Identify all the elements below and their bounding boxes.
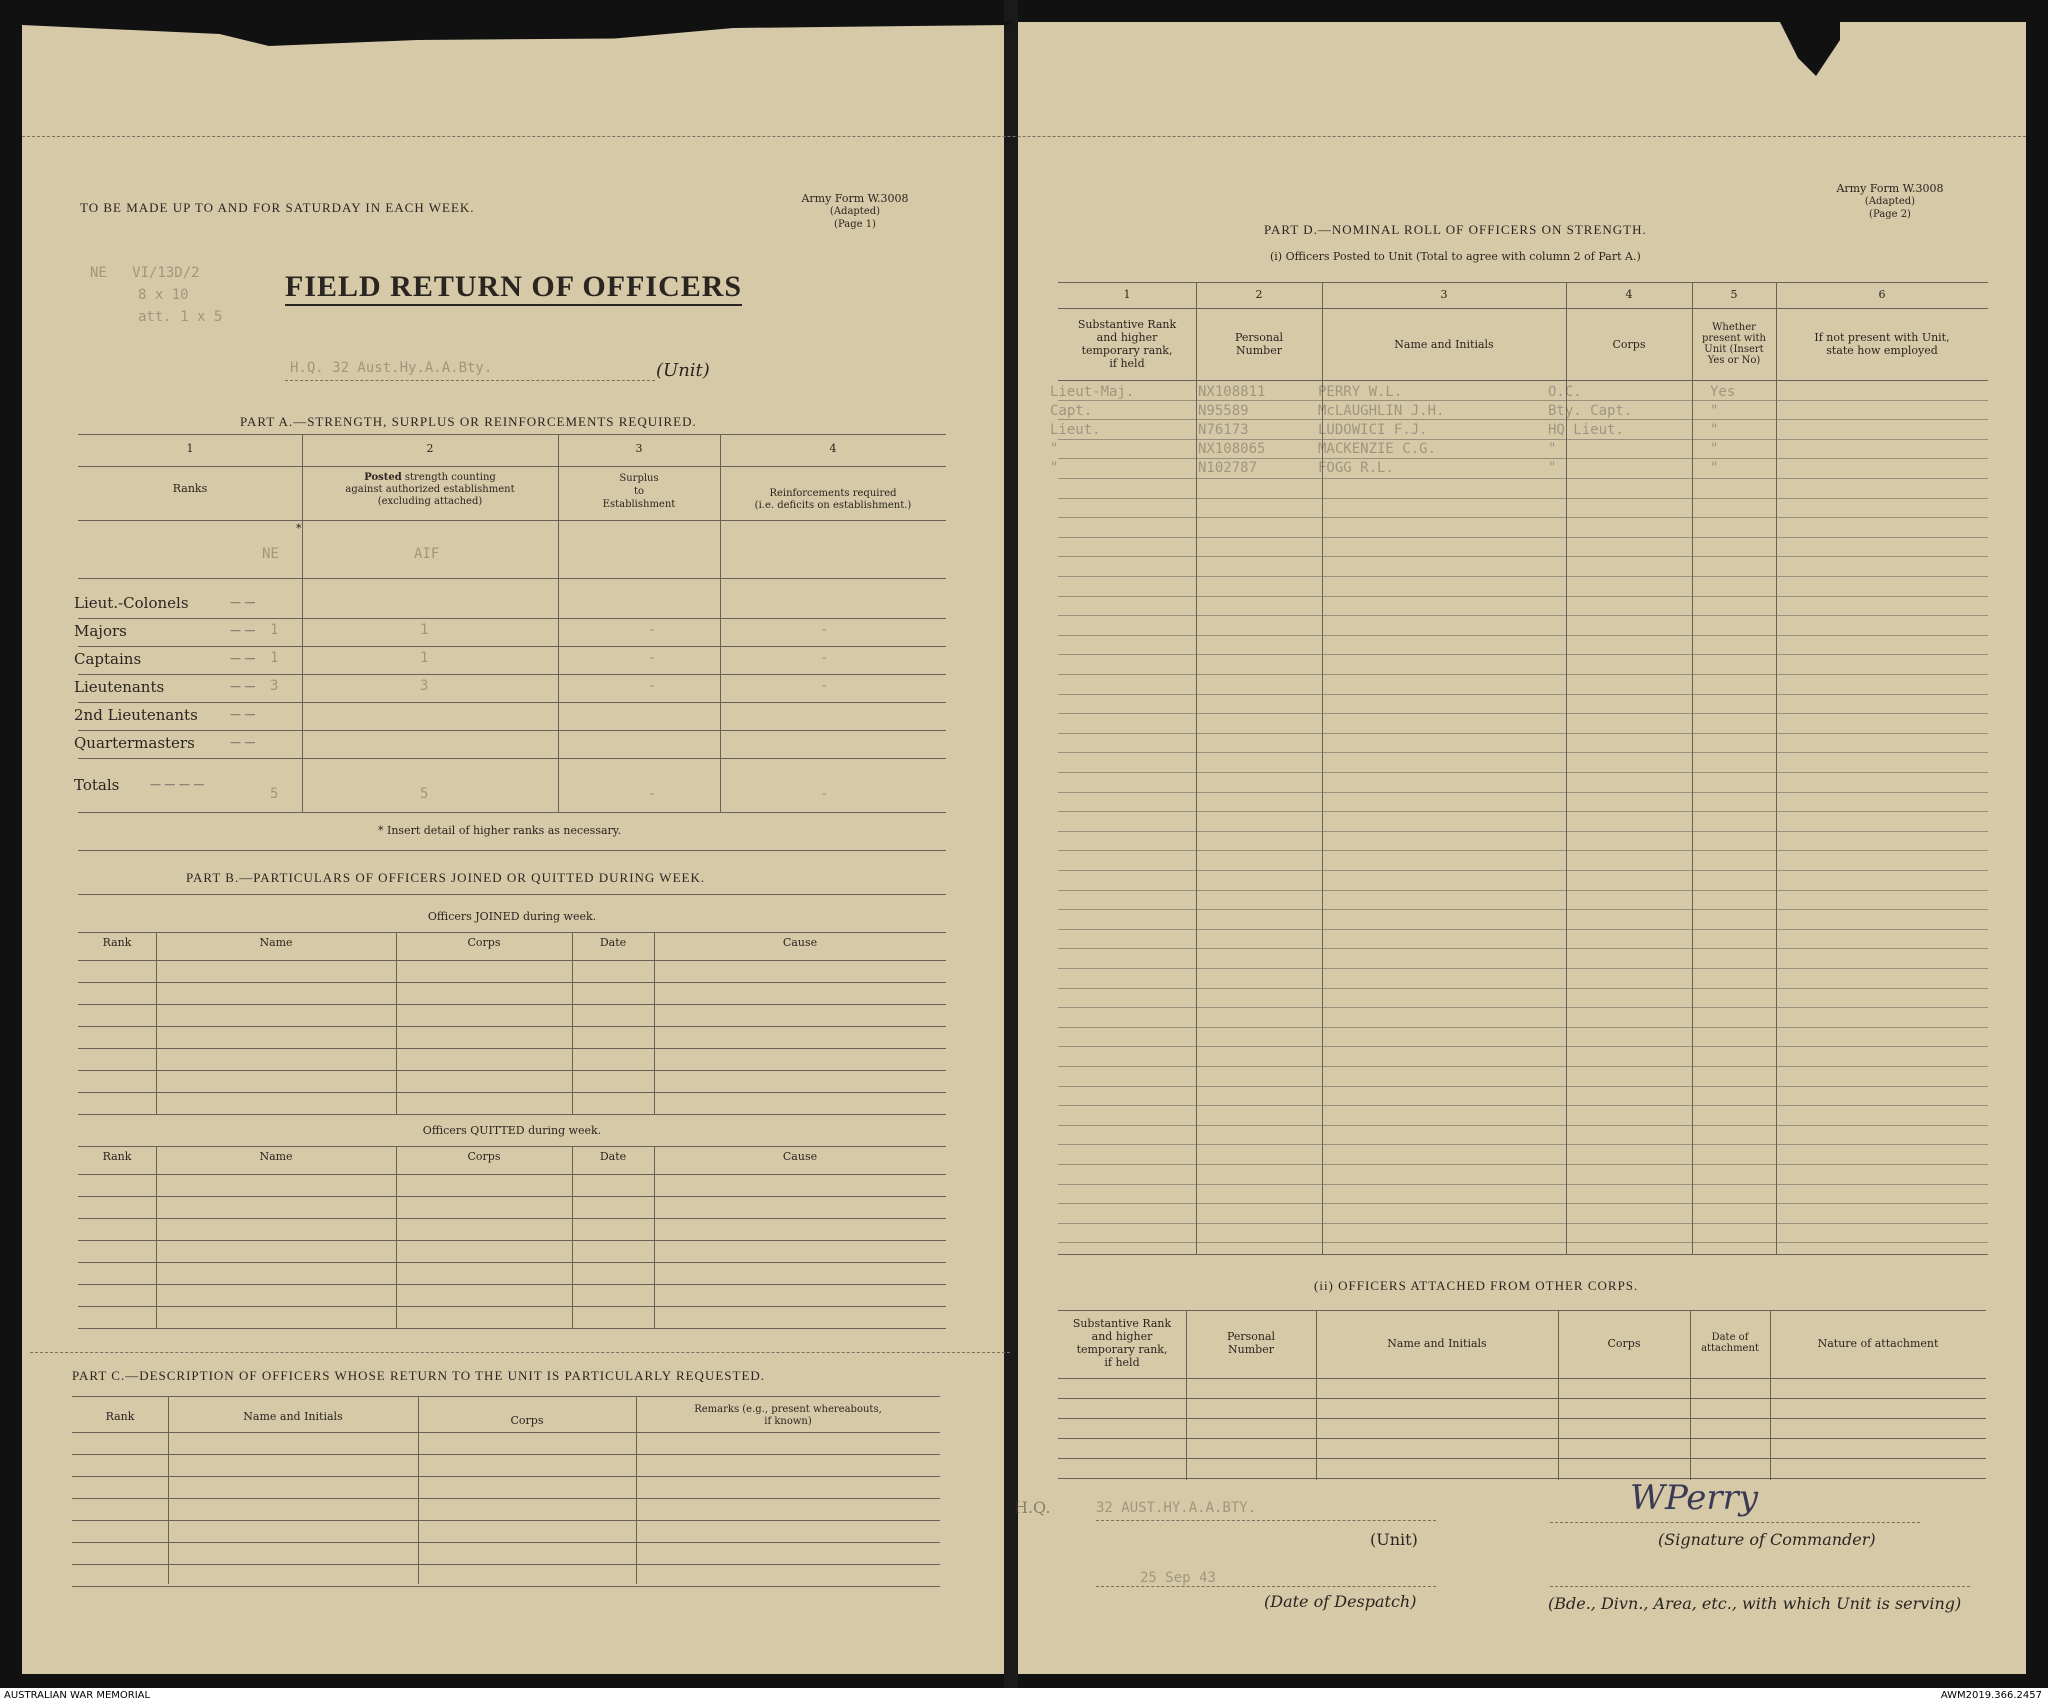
rank-dash-leader: — — [230,708,256,721]
part-d-row-rule [1058,752,1988,753]
attached-col-header: Corps [1607,1336,1641,1350]
part-a-top-rule [78,434,946,435]
star-row-rule [78,578,946,579]
part-d-row-rule [1058,929,1988,930]
table-row-rule [78,1070,946,1071]
table-row-rule [78,1306,946,1307]
rank-label: Quartermasters [74,734,195,752]
archive-footer [0,1688,2048,1704]
part-d-row-rule [1058,1223,1988,1224]
commander-signature: WPerry [1630,1478,1759,1518]
attached-col-header: Substantive Rank [1072,1317,1172,1330]
part-a-colnum-1: 1 [186,442,194,455]
adapted-label: (Adapted) [829,206,881,217]
part-d-col-header: state how employed [1826,344,1938,357]
part-d-row-rule [1058,988,1988,989]
part-d-row-rule [1058,615,1988,616]
date-typed: 25 Sep 43 [1140,1570,1216,1586]
attached-col-divider [1690,1310,1691,1480]
part-d-row-rule [1058,1242,1988,1243]
instruction-text: TO BE MADE UP TO AND FOR SATURDAY IN EACH WEEK. [80,200,475,215]
part-c-row-rule [72,1586,940,1587]
table-header-cell: Corps [467,1150,501,1163]
roll-present: Yes [1710,384,1736,400]
part-d-row-rule [1058,870,1988,871]
part-d-sub-i: (i) Officers Posted to Unit (Total to agree with column 2 of Part A.) [1270,250,1641,263]
table-row-rule [78,1196,946,1197]
part-a-bottom-rule [78,850,946,851]
part-d-colnum: 2 [1255,288,1263,301]
rank-row-rule [78,646,946,647]
totals-value-r: - [820,786,829,802]
part-d-top-rule [1058,282,1988,283]
binding-spine [1004,0,1018,1704]
rank-label: 2nd Lieutenants [74,706,198,724]
quitted-header-top [78,1146,946,1147]
attached-row-rule [1058,1418,1986,1419]
roll-name: LUDOWICI F.J. [1318,422,1428,438]
table-header-rule [78,960,946,961]
part-d-colnum: 1 [1123,288,1131,301]
attached-header-rule [1058,1378,1986,1379]
table-header-cell: Name [259,1150,293,1163]
part-d-row-rule [1058,1027,1988,1028]
part-b-top-rule [78,894,946,895]
attached-row-rule [1058,1458,1986,1459]
signature-label: (Signature of Commander) [1658,1530,1876,1549]
part-d-col-divider [1776,282,1777,1254]
totals-dash-leader: — — — — [150,778,205,791]
part-a-col-reinforcements [720,488,946,512]
part-d-col-divider [1196,282,1197,1254]
part-d-row-rule [1058,831,1988,832]
roll-name: MACKENZIE C.G. [1318,441,1437,457]
part-a-colnum-4: 4 [829,442,837,455]
rank-row-rule [78,702,946,703]
footer-left: AUSTRALIAN WAR MEMORIAL [4,1690,151,1701]
part-c-col-remarks-1: Remarks (e.g., present whereabouts, [694,1404,882,1415]
rank-row-rule [78,758,946,759]
rank-row-rule [78,730,946,731]
roll-rank: " [1050,460,1059,476]
unit-line [285,380,655,381]
part-d-row-rule [1058,694,1988,695]
part-d-row-rule [1058,850,1988,851]
roll-num: N95589 [1198,403,1249,419]
part-c-row-rule [72,1454,940,1455]
part-d-col-header: Personal [1234,331,1284,344]
reference-line-1: VI/13D/2 [132,265,200,281]
rank-value-e: 1 [270,622,279,638]
part-a-colnum-3: 3 [635,442,643,455]
part-c-col-remarks-2: if known) [764,1416,812,1427]
part-d-col-header: if held [1109,357,1145,370]
part-d-bottom-rule [1058,1254,1988,1255]
part-d-row-rule [1058,1203,1988,1204]
rank-value-p: 1 [420,622,429,638]
roll-rank: Capt. [1050,403,1093,419]
sub-ii-title: (ii) OFFICERS ATTACHED FROM OTHER CORPS. [1314,1278,1639,1293]
unit-typed-right: 32 AUST.HY.A.A.BTY. [1096,1500,1257,1516]
fold-line [22,136,2026,137]
reference-line-3: att. 1 x 5 [138,309,223,325]
part-a-header-rule [78,520,946,521]
page-label: (Page 1) [834,219,876,230]
part-d-col-header: Yes or No) [1707,355,1761,366]
army-form-label-right [1800,182,1980,221]
reference-prefix: NE [90,265,107,281]
part-c-row-rule [72,1498,940,1499]
part-d-row-rule [1058,1105,1988,1106]
rank-value-s: - [648,678,657,694]
reinf-line-2: (i.e. deficits on establishment.) [754,500,912,511]
table-row-rule [78,1092,946,1093]
part-c-col-rank: Rank [105,1410,135,1423]
roll-corps: HQ Lieut. [1548,422,1624,438]
posted-line-2: against authorized establishment [345,484,515,495]
sub-ii-top-rule [1058,1310,1986,1311]
part-d-row-rule [1058,635,1988,636]
part-d-col-header: Name and Initials [1394,337,1494,351]
part-d-row-rule [1058,1184,1988,1185]
rank-dash-leader: — — [230,736,256,749]
part-d-row-rule [1058,890,1988,891]
table-row-rule [78,1218,946,1219]
adapted-label-right: (Adapted) [1864,196,1916,207]
part-d-col-header: Corps [1612,337,1646,351]
posted-word: Posted [364,472,402,483]
part-d-col-header: Whether [1712,322,1756,333]
rank-dash-leader: — — [230,680,256,693]
part-c-row-rule [72,1520,940,1521]
attached-col-divider [1316,1310,1317,1480]
part-a-colnum-2: 2 [426,442,434,455]
rank-dash-leader: — — [230,624,256,637]
attached-col-header: Date of [1711,1332,1749,1343]
part-d-col-header: temporary rank, [1081,344,1173,357]
attached-col-header: Number [1228,1343,1274,1356]
part-c-col-name: Name and Initials [243,1410,343,1423]
rank-value-p: 1 [420,650,429,666]
roll-corps: " [1548,441,1557,457]
army-form-label [790,192,920,231]
surplus-line-2: to [633,486,645,497]
part-c-title: PART C.—DESCRIPTION OF OFFICERS WHOSE RETURN TO THE UNIT IS PARTICULARLY REQUESTED. [72,1368,766,1383]
roll-num: N102787 [1198,460,1258,476]
part-d-colnum: 6 [1878,288,1886,301]
reference-block [90,262,222,328]
part-d-col-header: and higher [1096,331,1158,344]
roll-corps: Bty. Capt. [1548,403,1633,419]
attached-col-header: and higher [1091,1330,1153,1343]
part-d-row-rule [1058,948,1988,949]
part-d-col-header: Number [1236,344,1282,357]
joined-title: Officers JOINED during week. [427,910,597,923]
part-a-footnote: * Insert detail of higher ranks as necessary. [378,824,622,837]
table-header-cell: Rank [102,936,132,949]
table-header-cell: Corps [467,936,501,949]
reference-line-2: 8 x 10 [138,287,189,303]
part-d-row-rule [1058,968,1988,969]
footer-right: AWM2019.366.2457 [1940,1690,2042,1701]
star-marker: * [296,522,302,535]
table-row-rule [78,1048,946,1049]
part-d-colnum: 4 [1625,288,1633,301]
totals-value-s: - [648,786,657,802]
army-form-number: Army Form W.3008 [801,192,909,205]
posted-rest: strength counting [404,472,496,483]
attached-col-header: Nature of attachment [1817,1336,1939,1350]
rank-dash-leader: — — [230,652,256,665]
part-d-colnum-rule [1058,308,1988,309]
attached-col-header: Name and Initials [1387,1336,1487,1350]
rank-value-r: - [820,650,829,666]
part-d-row-rule [1058,1046,1988,1047]
part-d-row-rule [1058,537,1988,538]
rank-value-e: 1 [270,650,279,666]
part-a-colnum-rule [78,466,946,467]
signature-line [1550,1522,1920,1523]
part-c-header-rule [72,1432,940,1433]
part-c-row-rule [72,1476,940,1477]
part-d-col-header: Substantive Rank [1077,318,1177,331]
part-d-row-rule [1058,439,1988,440]
part-d-row-rule [1058,1164,1988,1165]
attached-col-header: attachment [1701,1343,1759,1354]
roll-rank: Lieut. [1050,422,1101,438]
hq-label: H.Q. [1014,1498,1051,1517]
rank-row-rule [78,674,946,675]
quitted-title: Officers QUITTED during week. [422,1124,602,1137]
attached-row-rule [1058,1398,1986,1399]
rank-label: Captains [74,650,142,668]
roll-num: N76173 [1198,422,1249,438]
part-c-col-corps: Corps [510,1414,544,1427]
roll-num: NX108811 [1198,384,1266,400]
table-header-cell: Cause [782,1150,818,1163]
part-d-colnum: 3 [1440,288,1448,301]
attached-col-divider [1558,1310,1559,1480]
totals-bottom-rule [78,812,946,813]
unit-typed: H.Q. 32 Aust.Hy.A.A.Bty. [290,360,493,376]
part-d-row-rule [1058,713,1988,714]
attached-row-rule [1058,1478,1986,1479]
part-d-row-rule [1058,419,1988,420]
part-d-row-rule [1058,674,1988,675]
roll-corps: O.C. [1548,384,1582,400]
table-row-rule [78,1328,946,1329]
roll-present: " [1710,441,1719,457]
part-d-row-rule [1058,517,1988,518]
rank-value-r: - [820,678,829,694]
totals-label: Totals [74,776,120,794]
roll-name: McLAUGHLIN J.H. [1318,403,1445,419]
roll-present: " [1710,403,1719,419]
part-c-col-divider [418,1396,419,1584]
date-line [1096,1586,1436,1587]
part-d-row-rule [1058,733,1988,734]
part-d-row-rule [1058,1125,1988,1126]
table-row-rule [78,1114,946,1115]
unit-line-right [1096,1520,1436,1521]
roll-num: NX108065 [1198,441,1266,457]
roll-name: FOGG R.L. [1318,460,1394,476]
surplus-line-3: Establishment [602,499,676,510]
part-c-row-rule [72,1542,940,1543]
table-header-cell: Name [259,936,293,949]
rank-value-s: - [648,622,657,638]
part-d-col-header: Unit (Insert [1704,344,1764,355]
attached-col-header: if held [1104,1356,1140,1369]
fold-line-bottom [30,1352,1010,1353]
part-d-col-header: present with [1701,333,1766,344]
part-d-row-rule [1058,1066,1988,1067]
part-d-row-rule [1058,596,1988,597]
surplus-line-1: Surplus [619,473,659,484]
attached-col-header: temporary rank, [1076,1343,1168,1356]
star-row-ne: NE [262,546,279,562]
part-a-col-surplus [558,472,720,511]
table-header-cell: Date [599,936,627,949]
part-c-row-rule [72,1564,940,1565]
part-d-row-rule [1058,1086,1988,1087]
rank-value-r: - [820,622,829,638]
attached-col-divider [1770,1310,1771,1480]
table-row-rule [78,1262,946,1263]
rank-label: Lieutenants [74,678,165,696]
part-a-title: PART A.—STRENGTH, SURPLUS OR REINFORCEMENTS REQUIRED. [240,414,697,429]
part-d-row-rule [1058,576,1988,577]
table-row-rule [78,1026,946,1027]
table-row-rule [78,1284,946,1285]
table-row-rule [78,1240,946,1241]
army-form-number-right: Army Form W.3008 [1836,182,1944,195]
table-header-cell: Date [599,1150,627,1163]
right-page [1014,22,2026,1674]
table-header-cell: Rank [102,1150,132,1163]
part-c-col-divider [168,1396,169,1584]
part-d-header-rule [1058,380,1988,381]
rank-value-e: 3 [270,678,279,694]
rank-row-rule [78,618,946,619]
date-label: (Date of Despatch) [1264,1592,1417,1611]
rank-label: Lieut.-Colonels [74,594,189,612]
part-a-col-posted [302,472,558,508]
part-d-row-rule [1058,654,1988,655]
roll-corps: " [1548,460,1557,476]
part-d-row-rule [1058,556,1988,557]
page-label-right: (Page 2) [1869,209,1911,220]
part-c-col-divider [636,1396,637,1584]
attached-row-rule [1058,1438,1986,1439]
part-d-col-divider [1692,282,1693,1254]
bde-line [1550,1586,1970,1587]
part-c-top-rule [72,1396,940,1397]
part-d-col-header: If not present with Unit, [1814,331,1950,344]
roll-present: " [1710,460,1719,476]
part-d-colnum: 5 [1730,288,1738,301]
rank-dash-leader: — — [230,596,256,609]
table-header-cell: Cause [782,936,818,949]
unit-label-right: (Unit) [1370,1530,1418,1549]
joined-header-top [78,932,946,933]
totals-value-e: 5 [270,786,279,802]
roll-present: " [1710,422,1719,438]
roll-rank: Lieut-Maj. [1050,384,1135,400]
table-header-rule [78,1174,946,1175]
attached-col-divider [1186,1310,1187,1480]
totals-value-p: 5 [420,786,429,802]
unit-label: (Unit) [656,360,710,381]
part-d-row-rule [1058,1144,1988,1145]
table-row-rule [78,1004,946,1005]
bde-label: (Bde., Divn., Area, etc., with which Unit is serving) [1548,1594,1962,1613]
part-d-title: PART D.—NOMINAL ROLL OF OFFICERS ON STRENGTH. [1264,222,1647,237]
rank-value-p: 3 [420,678,429,694]
part-d-row-rule [1058,1007,1988,1008]
page-title: FIELD RETURN OF OFFICERS [285,270,742,306]
roll-rank: " [1050,441,1059,457]
part-b-title: PART B.—PARTICULARS OF OFFICERS JOINED OR QUITTED DURING WEEK. [186,870,706,885]
posted-line-3: (excluding attached) [377,496,483,507]
part-d-row-rule [1058,811,1988,812]
rank-label: Majors [74,622,127,640]
part-d-row-rule [1058,498,1988,499]
part-d-row-rule [1058,909,1988,910]
roll-name: PERRY W.L. [1318,384,1403,400]
part-a-col-ranks: Ranks [172,482,208,495]
part-d-row-rule [1058,772,1988,773]
attached-col-header: Personal [1226,1330,1276,1343]
part-d-row-rule [1058,792,1988,793]
table-row-rule [78,982,946,983]
reinf-line-1: Reinforcements required [769,488,897,499]
rank-value-s: - [648,650,657,666]
star-row-aif: AIF [414,546,440,562]
part-d-row-rule [1058,478,1988,479]
